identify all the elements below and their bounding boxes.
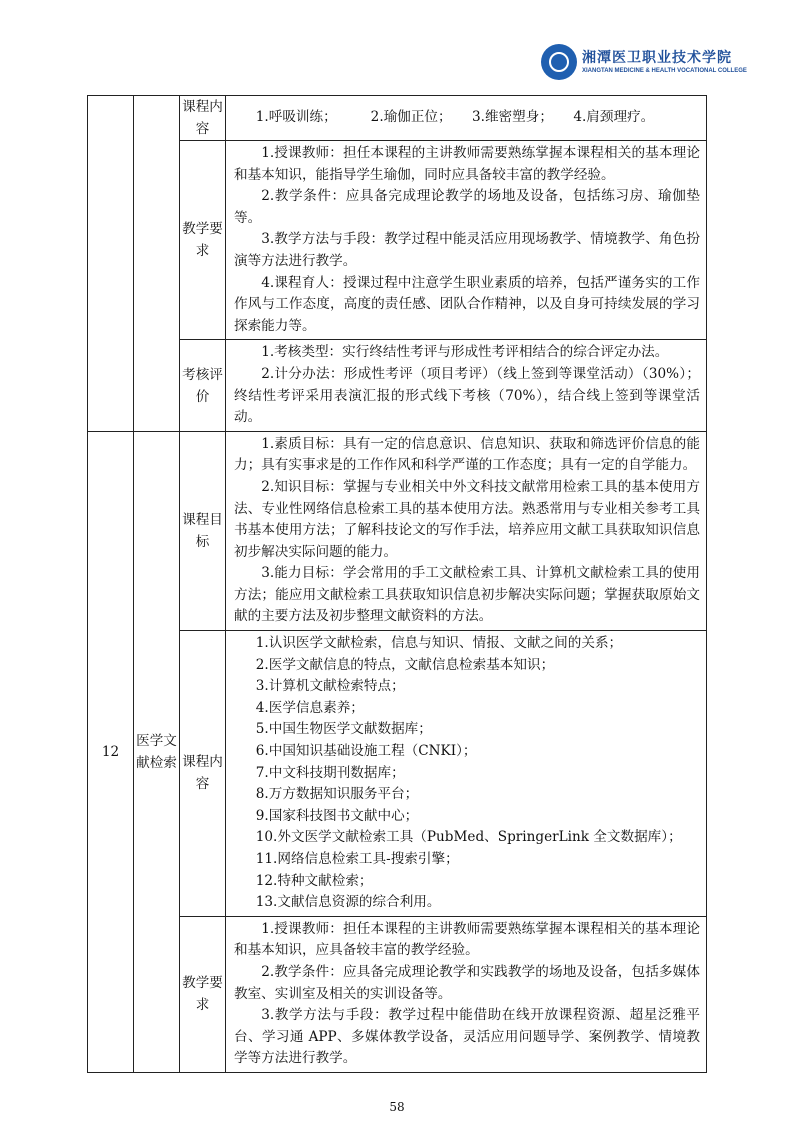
curriculum-table <box>87 95 707 1073</box>
label-evaluation: 考核评价 <box>180 340 226 431</box>
eval-item: 1.考核类型：实行终结性考评与形成性考评相结合的综合评定办法。 <box>261 344 669 361</box>
content-item: 2.医学文献信息的特点，文献信息检索基本知识； <box>255 656 555 673</box>
content-item: 1.认识医学文献检索，信息与知识、情报、文献之间的关系； <box>255 635 623 652</box>
eval-item: 2.计分办法：形成性考评（项目考评）（线上签到等课堂活动）（30%）；终结性考评采用表演汇报的形式线下考核（70%），结合线上签到等课堂活动。 <box>234 365 700 426</box>
label-requirements: 教学要求 <box>180 916 226 1072</box>
goal-item: 2.知识目标：掌握与专业相关中外文科技文献常用检索工具的基本使用方法、专业性网络信息检索工具的基本使用方法。熟悉常用与专业相关参考工具书基本使用方法；了解科技论文的写作手法，培养应用文献工具获取知识信息初步解决实际问题的能力。 <box>234 478 700 560</box>
course-goals <box>226 431 707 630</box>
teaching-requirements <box>226 141 707 340</box>
course-content <box>226 631 707 917</box>
logo-cn: 湘潭医卫职业技术学院 <box>582 49 732 66</box>
req-item: 2.教学条件：应具备完成理论教学的场地及设备，包括练习房、瑜伽垫等。 <box>234 188 700 226</box>
content-item: 13.文献信息资源的综合利用。 <box>255 894 441 911</box>
content-item: 12.特种文献检索； <box>255 872 373 889</box>
content-item: 4.医学信息素养； <box>255 699 364 716</box>
teaching-requirements <box>226 916 707 1072</box>
course-name: 医学文献检索 <box>134 431 180 1072</box>
req-item: 1.授课教师：担任本课程的主讲教师需要熟练掌握本课程相关的基本理论和基本知识，能指导学生瑜伽，同时应具备较丰富的教学经验。 <box>234 145 700 183</box>
evaluation <box>226 340 707 431</box>
content-item: 11.网络信息检索工具-搜索引擎； <box>255 851 459 867</box>
logo-en: XIANGTAN MEDICINE & HEALTH VOCATIONAL COLLEGE <box>582 67 747 74</box>
page-number: 58 <box>389 1099 405 1114</box>
label-content: 课程内容 <box>180 96 226 141</box>
course-content <box>226 96 707 141</box>
label-goals: 课程目标 <box>180 431 226 630</box>
content-text: 1.呼吸训练； 2.瑜伽正位； 3.维密塑身； 4.肩颈理疗。 <box>255 109 655 126</box>
content-item: 6.中国知识基础设施工程（CNKI）； <box>255 743 477 760</box>
goal-item: 3.能力目标：学会常用的手工文献检索工具、计算机文献检索工具的使用方法；能应用文献检索工具获取知识信息初步解决实际问题；掌握获取原始文献的主要方法及初步整理文献资料的方法。 <box>234 565 700 625</box>
content-item: 8.万方数据知识服务平台； <box>255 786 419 803</box>
content-item: 3.计算机文献检索特点； <box>255 678 405 695</box>
req-item: 3.教学方法与手段：教学过程中能灵活应用现场教学、情境教学、角色扮演等方法进行教学。 <box>234 231 700 269</box>
college-logo <box>541 44 747 80</box>
req-item: 3.教学方法与手段：教学过程中能借助在线开放课程资源、超星泛雅平台、学习通 APP、多媒体教学设备，灵活应用问题导学、案例教学、情境教学等方法进行教学。 <box>234 1007 700 1067</box>
req-item: 1.授课教师：担任本课程的主讲教师需要熟练掌握本课程相关的基本理论和基本知识，应具备较丰富的教学经验。 <box>234 920 700 959</box>
goal-item: 1.素质目标：具有一定的信息意识、信息知识、获取和筛选评价信息的能力；具有实事求是的工作作风和科学严谨的工作态度；具有一定的自学能力。 <box>234 435 700 474</box>
content-item: 10.外文医学文献检索工具（PubMed、SpringerLink 全文数据库）； <box>255 829 682 846</box>
empty-cell <box>134 96 180 432</box>
content-item: 5.中国生物医学文献数据库； <box>255 721 432 738</box>
label-requirements: 教学要求 <box>180 141 226 340</box>
req-item: 2.教学条件：应具备完成理论教学和实践教学的场地及设备，包括多媒体教室、实训室及相关的实训设备等。 <box>234 963 700 1002</box>
req-item: 4.课程育人：授课过程中注意学生职业素质的培养，包括严谨务实的工作作风与工作态度，高度的责任感、团队合作精神，以及自身可持续发展的学习探索能力等。 <box>234 274 700 334</box>
row-number: 12 <box>88 431 134 1072</box>
content-item: 9.国家科技图书文献中心； <box>255 807 419 824</box>
empty-cell <box>88 96 134 432</box>
label-content: 课程内容 <box>180 631 226 917</box>
college-seal-icon <box>541 44 577 80</box>
content-item: 7.中文科技期刊数据库； <box>255 764 405 781</box>
